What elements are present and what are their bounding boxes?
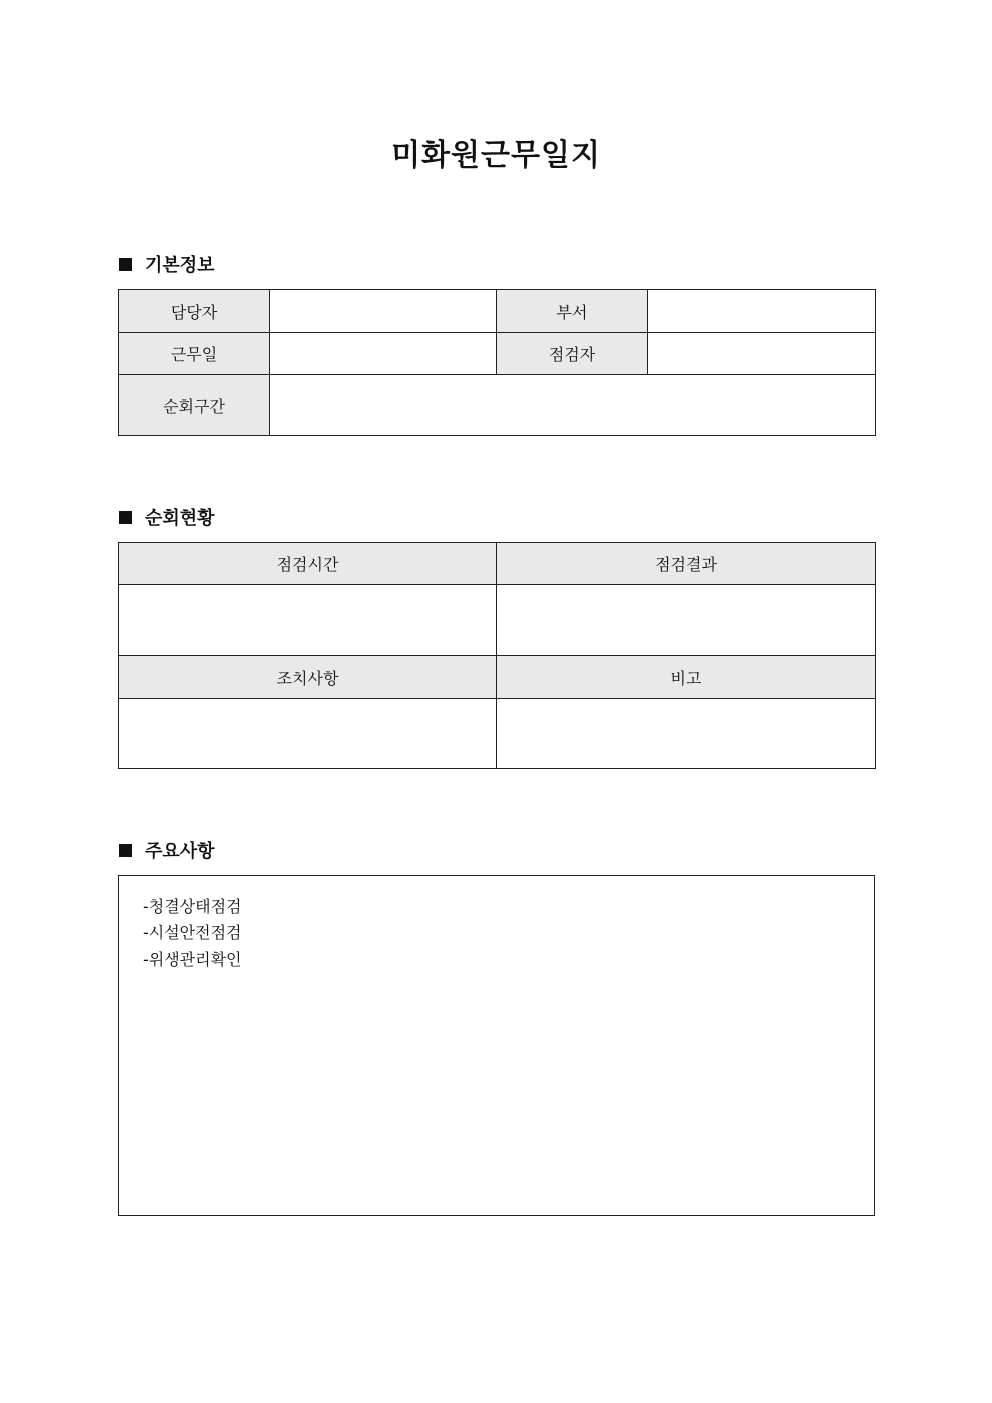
inspector-label: 점검자 [497, 333, 648, 375]
patrol-route-field[interactable] [270, 375, 876, 436]
action-taken-label: 조치사항 [119, 656, 497, 699]
action-taken-field[interactable] [119, 699, 497, 769]
section-heading-label: 기본정보 [145, 255, 215, 276]
manager-label: 담당자 [119, 290, 270, 333]
patrol-route-label: 순회구간 [119, 375, 270, 436]
remarks-field[interactable] [497, 699, 876, 769]
inspector-field[interactable] [648, 333, 876, 375]
section-heading-key-items [119, 838, 215, 862]
department-label: 부서 [497, 290, 648, 333]
page-title: 미화원근무일지 [391, 138, 601, 173]
inspection-result-field[interactable] [497, 585, 876, 656]
department-field[interactable] [648, 290, 876, 333]
inspection-result-label: 점검결과 [497, 543, 876, 585]
inspection-time-field[interactable] [119, 585, 497, 656]
key-item-line: -시설안전점검 [143, 923, 242, 942]
key-items-textarea[interactable] [118, 875, 875, 1216]
section-heading-label: 순회현황 [145, 508, 215, 529]
section-heading-basic-info [119, 252, 215, 276]
remarks-label: 비고 [497, 656, 876, 699]
key-item-line: -위생관리확인 [143, 950, 242, 969]
manager-field[interactable] [270, 290, 497, 333]
inspection-time-label: 점검시간 [119, 543, 497, 585]
work-date-field[interactable] [270, 333, 497, 375]
square-bullet-icon [119, 844, 132, 857]
patrol-status-table [118, 542, 876, 769]
work-date-label: 근무일 [119, 333, 270, 375]
basic-info-table [118, 289, 876, 436]
square-bullet-icon [119, 258, 132, 271]
section-heading-patrol-status [119, 505, 215, 529]
square-bullet-icon [119, 511, 132, 524]
section-heading-label: 주요사항 [145, 841, 215, 862]
key-item-line: -청결상태점검 [143, 897, 242, 916]
